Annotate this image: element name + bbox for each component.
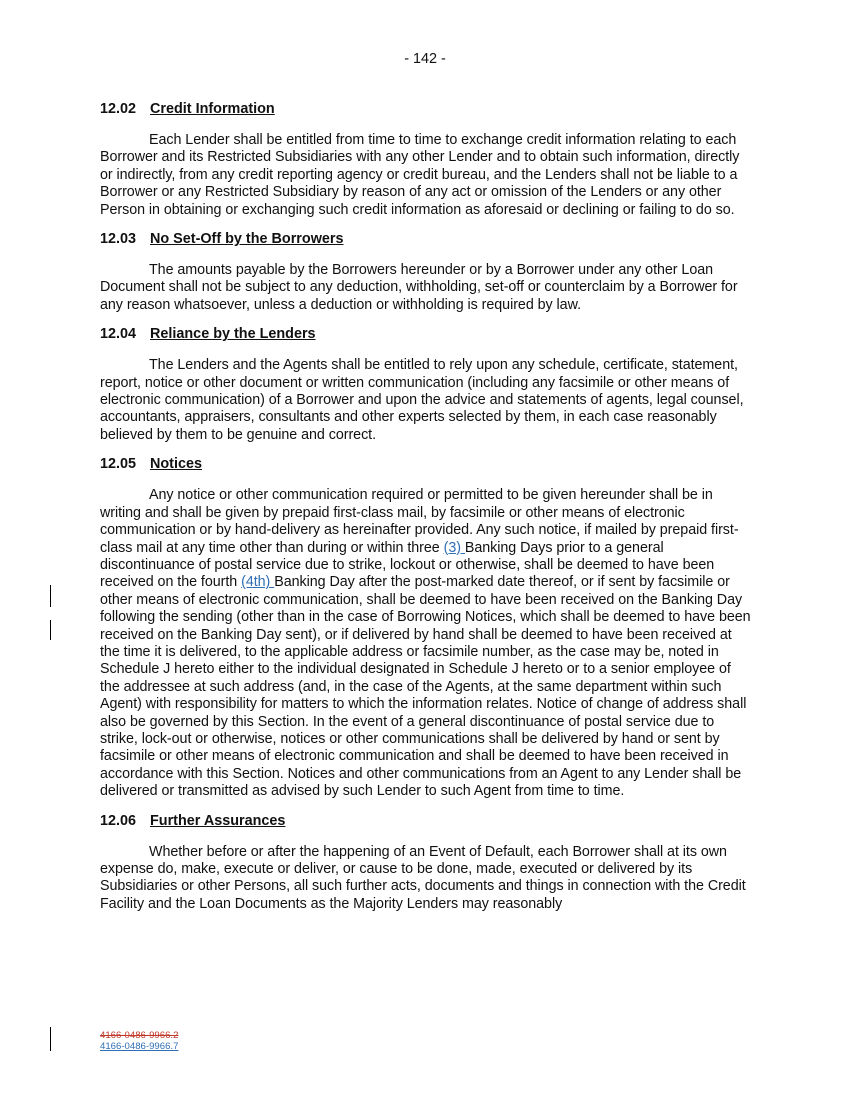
section-heading xyxy=(100,811,752,831)
section-heading xyxy=(100,454,752,474)
document-id-deleted: 4166-0486-9966.2 xyxy=(100,1030,179,1041)
section-number: 12.04 xyxy=(100,326,137,343)
page-number: - 142 - xyxy=(404,51,446,67)
change-bar xyxy=(50,585,51,607)
section-12-05 xyxy=(100,454,752,800)
document-body xyxy=(100,99,752,923)
change-bar xyxy=(50,1027,51,1051)
section-12-06 xyxy=(100,811,752,914)
section-title: Further Assurances xyxy=(150,812,286,829)
section-12-04 xyxy=(100,324,752,444)
section-title: No Set-Off by the Borrowers xyxy=(150,231,344,248)
paragraph-text: Banking Day after the post-marked date thereof, or if sent by facsimile or other means of electronic communication, shall be deemed to have been received on the Banking Day following the sending (other than in the case of Borrowing Notices, which shall be deemed to have been received on the Banking Day sent), or if delivered by hand shall be deemed to have been received at the time it is delivered, to the applicable address or facsimile number, as the case may be, noted in Schedule J hereto either to the individual designated in Schedule J hereto or to a senior employee of the addressee at such address (and, in the case of the Agents, at the same department within such Agent) with responsibility for matters to which the information relates. Notice of change of address shall also be governed by this Section. In the event of a general discontinuance of postal service due to strike, lock-out or otherwise, notices or other communications shall be delivered by hand or sent by facsimile or other means of electronic communication and shall be deemed to have been received in accordance with this Section. Notices and other communications from an Agent to any Lender shall be delivered or transmitted as advised by such Lender to such Agent from time to time. xyxy=(100,574,751,800)
paragraph-text: Banking Days prior to a general discontinuance of postal service due to strike, lockout or otherwise, shall be deemed to have been received on the fourth xyxy=(100,539,715,591)
section-number: 12.02 xyxy=(100,101,137,117)
section-12-03 xyxy=(100,229,752,314)
section-title: Credit Information xyxy=(150,101,275,117)
section-paragraph: The amounts payable by the Borrowers hereunder or by a Borrower under any other Loan Document shall not be subject to any deduction, withholding, set-off or counterclaim by a Borrower for any reason whatsoever, unless a deduction or withholding is required by law. xyxy=(100,262,738,313)
section-12-02 xyxy=(100,99,752,219)
section-heading xyxy=(100,99,752,119)
document-id-inserted: 4166-0486-9966.7 xyxy=(100,1041,179,1052)
section-paragraph: Each Lender shall be entitled from time to time to exchange credit information relating to each Borrower and its Restricted Subsidiaries with any other Lender and to obtain such information, directly or indirectly, from any credit reporting agency or credit bureau, and the Lenders shall not be liable to a Borrower or any Restricted Subsidiary by reason of any act or omission of the Lenders or any other Person in obtaining or exchanging such credit information as aforesaid or declining or failing to do so. xyxy=(100,132,740,218)
section-number: 12.03 xyxy=(100,231,137,248)
document-id-footer xyxy=(100,1030,178,1052)
section-number: 12.05 xyxy=(100,456,137,473)
inserted-text: (3) xyxy=(443,539,465,556)
section-paragraph: Whether before or after the happening of an Event of Default, each Borrower shall at its own expense do, make, execute or deliver, or cause to be done, made, executed or delivered by its Subsidiaries or other Persons, all such further acts, documents and things in connection with the Credit Facility and the Loan Documents as the Majority Lenders may reasonably xyxy=(100,843,746,912)
section-paragraph xyxy=(100,487,752,800)
paragraph-text: Any notice or other communication required or permitted to be given hereunder shall be in writing and shall be given by prepaid first-class mail, by facsimile or other means of electronic communication or by hand-delivery as hereinafter provided. Any such notice, if mailed by prepaid first-class mail at any time other than during or within three xyxy=(100,487,739,556)
section-title: Reliance by the Lenders xyxy=(150,326,316,343)
section-paragraph: The Lenders and the Agents shall be entitled to rely upon any schedule, certificate, statement, report, notice or other document or written communication (including any facsimile or other means of electronic communication) of a Borrower and upon the advice and statements of agents, legal counsel, accountants, appraisers, consultants and other experts selected by them, in each case reasonably believed by them to be genuine and correct. xyxy=(100,357,744,443)
change-bar xyxy=(50,620,51,640)
inserted-text: (4th) xyxy=(241,574,275,591)
section-title: Notices xyxy=(150,456,202,473)
section-heading xyxy=(100,324,752,344)
section-number: 12.06 xyxy=(100,812,137,829)
section-heading xyxy=(100,229,752,249)
